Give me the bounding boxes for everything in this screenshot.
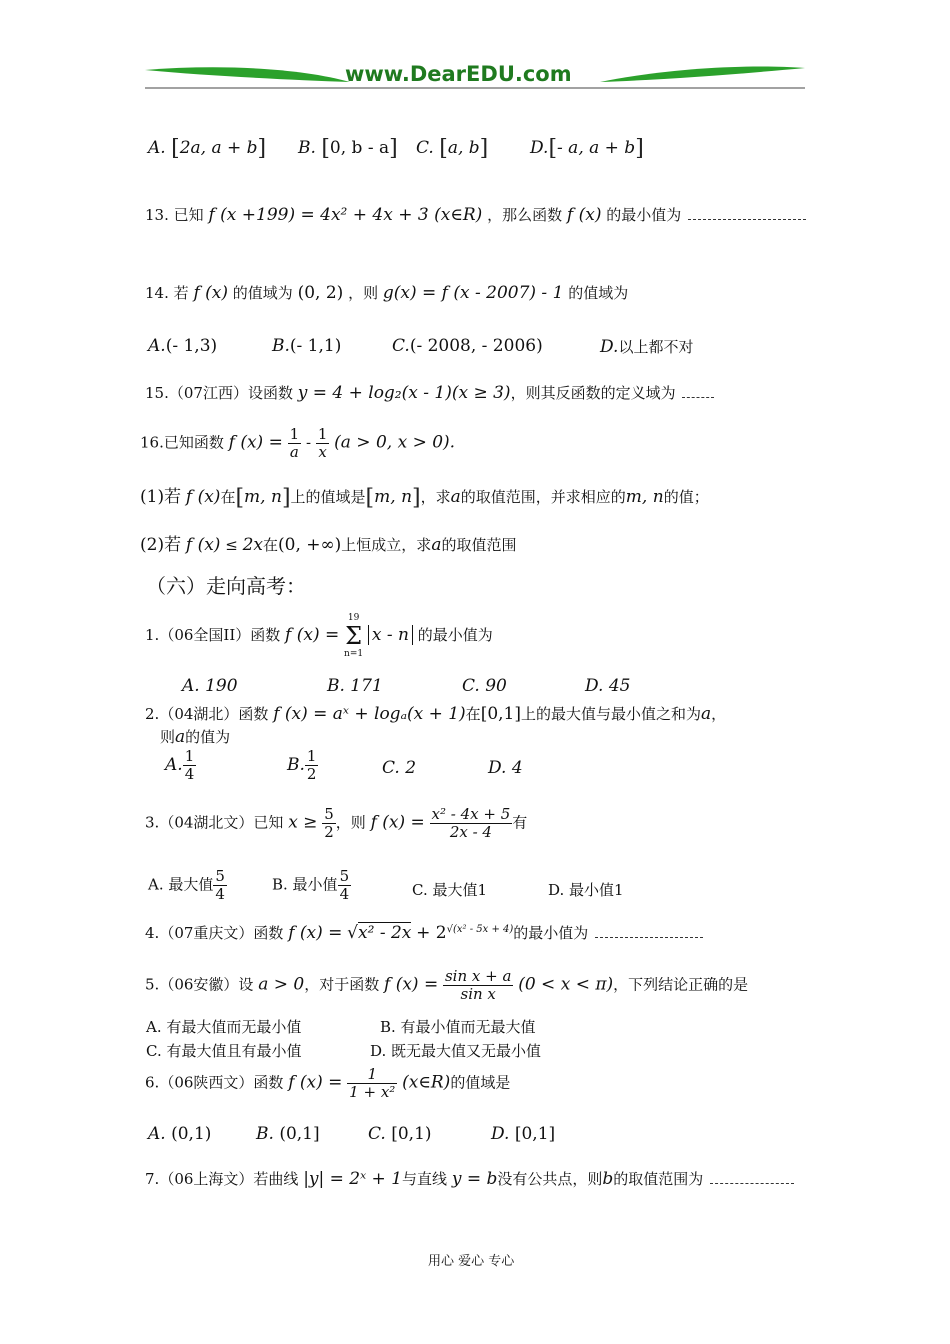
- question-number: 15.: [145, 384, 169, 402]
- answer-blank: [595, 936, 703, 938]
- option: D. 最小值1: [548, 881, 624, 899]
- summation: 19 Σ n=1: [344, 613, 364, 659]
- question-16-part-2: [140, 530, 516, 555]
- option-label: A.: [148, 138, 166, 158]
- option-label: C.: [392, 336, 410, 356]
- question-number: 5.: [145, 975, 160, 994]
- math-expression: a: [450, 487, 461, 507]
- question-14: [145, 282, 628, 303]
- math-expression: a: [175, 727, 186, 747]
- math-expression: f (x) =: [228, 432, 283, 453]
- math-expression: f (x +199) = 4x² + 4x + 3 (x∈R): [208, 205, 483, 225]
- math-expression: (a > 0, x > 0).: [334, 432, 456, 453]
- math-expression: f (x) =: [384, 974, 439, 995]
- question-text: (1)若: [140, 487, 182, 507]
- option-value: [0,1): [391, 1124, 432, 1144]
- question-15: [145, 382, 714, 403]
- option-label: C.: [368, 1124, 386, 1144]
- option-label: B.: [272, 336, 290, 356]
- question-text: 上恒成立，求: [341, 536, 432, 554]
- question-text: ，则: [348, 284, 379, 302]
- option-label: C.: [416, 138, 434, 158]
- q12-option-b: B. [0, b - a]: [298, 136, 398, 161]
- gaokao-question-7: [145, 1168, 794, 1189]
- option-label: A.: [165, 755, 183, 775]
- option: C. 2: [382, 758, 417, 778]
- question-number: 1.: [145, 626, 160, 644]
- q12-option-c: C. [a, b]: [416, 136, 489, 161]
- question-text: （06安徽）设: [159, 975, 254, 994]
- option: D. 既无最大值又无最小值: [370, 1042, 542, 1060]
- fraction: $\frac{1}{x}$: [317, 425, 328, 461]
- option-value: (- 2008, - 2006): [409, 336, 543, 356]
- section-heading: （六）走向高考：: [146, 574, 306, 598]
- question-number: 14.: [145, 284, 169, 302]
- math-expression: m, n: [625, 487, 664, 507]
- math-expression: (0, +∞): [278, 535, 342, 555]
- fraction: $\frac{1}{a}$: [289, 425, 300, 461]
- math-expression: x² - 2x: [358, 923, 412, 943]
- question-text: 的值域为: [568, 284, 629, 302]
- option-label: A. 最大值: [148, 875, 214, 894]
- question-number: 16.已知函数: [140, 433, 224, 452]
- site-logo-text: www.DearEDU.com: [345, 62, 572, 86]
- question-text: 的最小值为: [417, 626, 493, 644]
- question-text: ，: [711, 705, 727, 723]
- question-number: 3.: [145, 813, 160, 832]
- option-label: B. 最小值: [272, 875, 338, 894]
- math-expression: (0 < x < π): [518, 974, 614, 995]
- question-text: 的最小值为: [513, 924, 589, 942]
- option-value: - a, a + b: [557, 138, 636, 158]
- question-text: 的值；: [663, 488, 709, 506]
- math-expression: [0,1]: [480, 704, 521, 724]
- g6-options: [148, 1124, 648, 1150]
- math-expression: m, n: [244, 487, 282, 507]
- question-text: （04湖北）函数: [159, 705, 269, 723]
- answer-blank: [710, 1182, 794, 1184]
- question-text: ，则: [335, 813, 366, 832]
- question-number: 6.: [145, 1073, 160, 1092]
- q12-option-d: D.[- a, a + b]: [530, 136, 644, 161]
- question-text: ，求: [420, 488, 451, 506]
- math-expression: y = b: [451, 1169, 498, 1189]
- question-text: 的值域为: [232, 284, 293, 302]
- question-text: （06上海文）若曲线: [159, 1170, 299, 1188]
- question-text: 的取值范围，并求相应的: [460, 488, 626, 506]
- option: A. 190: [182, 676, 238, 696]
- math-expression: x - n: [368, 625, 413, 645]
- question-text: 的值域是: [450, 1073, 511, 1092]
- option: B. 171: [327, 676, 383, 696]
- option: C. 有最大值且有最小值: [146, 1042, 302, 1060]
- math-expression: |y| = 2ˣ + 1: [303, 1169, 403, 1189]
- option-label: D.: [530, 138, 549, 158]
- math-expression: 2x: [242, 535, 263, 555]
- question-13: [145, 204, 806, 225]
- question-text: (2)若: [140, 535, 182, 555]
- g5-options: [146, 1016, 646, 1062]
- g3-options: A. 最大值 $\frac{5}{4}$ B. 最小值 $\frac{5}{4}$ C. 最大值1 D. 最小值1: [148, 867, 624, 903]
- option-label: B.: [287, 755, 305, 775]
- gaokao-question-6: 6.（06陕西文）函数 f (x) = $\frac{1}{\text{1 + x²}}$ (x∈R)的值域是: [145, 1065, 511, 1101]
- question-text: ，对于函数: [304, 975, 380, 994]
- math-expression: f (x) =: [285, 625, 340, 645]
- math-expression: f (x): [566, 205, 602, 225]
- question-text: 在: [262, 536, 278, 554]
- option: D. 4: [488, 758, 523, 778]
- question-text: 的值为: [185, 728, 231, 746]
- question-text: 在: [465, 705, 481, 723]
- math-expression: y = 4 + log₂(x - 1)(x ≥ 3): [297, 383, 511, 403]
- question-text: 没有公共点，则: [497, 1170, 603, 1188]
- gaokao-question-3: 3.（04湖北文）已知 x ≥ $\frac{5}{2}$ ，则 f (x) = $\frac{\text{x² - 4x + 5}}{2x - 4}$ 有: [145, 805, 528, 841]
- option-value: 以上都不对: [618, 338, 694, 356]
- question-text: 的取值范围为: [613, 1170, 704, 1188]
- math-expression: f (x): [185, 487, 221, 507]
- g2-options: A. $\frac{1}{4}$ B. $\frac{1}{2}$ C. 2 D. 4: [165, 747, 523, 783]
- page-footer: 用心 爱心 专心: [428, 1254, 515, 1269]
- question-number: 13.: [145, 206, 169, 224]
- option-value: 0, b - a: [329, 138, 390, 158]
- option-label: B.: [298, 138, 316, 158]
- math-expression: √(x² - 5x + 4): [446, 924, 514, 935]
- gaokao-question-2-line2: [160, 726, 230, 747]
- page-header: [140, 60, 810, 92]
- question-text: 与直线: [402, 1170, 448, 1188]
- option-label: B.: [256, 1124, 274, 1144]
- question-text: 则: [160, 728, 176, 746]
- option: B. 有最小值而无最大值: [380, 1018, 536, 1036]
- question-text: （06全国II）函数: [159, 626, 281, 644]
- option-label: A.: [148, 336, 166, 356]
- math-expression: (x∈R): [402, 1072, 451, 1093]
- math-expression: + 2: [416, 923, 447, 943]
- math-expression: x ≥: [288, 812, 318, 833]
- question-text: 在: [220, 488, 236, 506]
- g1-options: [182, 676, 682, 698]
- question-text: 的取值范围: [441, 536, 517, 554]
- question-text: （06陕西文）函数: [159, 1073, 284, 1092]
- question-number: 4.: [145, 924, 160, 942]
- option: C. 90: [462, 676, 507, 696]
- question-16: 16.已知函数 f (x) = $\frac{1}{a}$ - $\frac{1}{x}$ (a > 0, x > 0).: [140, 425, 456, 461]
- math-expression: a > 0: [258, 974, 305, 995]
- math-expression: a: [701, 704, 712, 724]
- math-expression: f (x) =: [288, 1072, 343, 1093]
- q12-options: A. [2a, a + b]: [148, 136, 267, 161]
- option-value: (0,1]: [279, 1124, 320, 1144]
- option-value: 2a, a + b: [179, 138, 258, 158]
- gaokao-question-1: [145, 612, 493, 662]
- option-label: A.: [148, 1124, 166, 1144]
- option: C. 最大值1: [412, 881, 488, 899]
- question-text: 已知: [173, 206, 204, 224]
- math-expression: a: [431, 535, 442, 555]
- math-expression: f (x) =: [370, 812, 425, 833]
- question-text: （07重庆文）函数: [159, 924, 284, 942]
- question-text: 若: [173, 284, 189, 302]
- question-number: 7.: [145, 1170, 160, 1188]
- option-label: D.: [600, 337, 619, 357]
- answer-blank: [682, 396, 714, 398]
- gaokao-question-2: [145, 703, 726, 724]
- option-value: [0,1]: [514, 1124, 556, 1144]
- question-text: ，则其反函数的定义域为: [510, 384, 676, 402]
- question-text: ，那么函数: [487, 206, 563, 224]
- question-16-part-1: (1)若 f (x)在[m, n]上的值域是[m, n]，求a的取值范围，并求相应的m, n的值；: [140, 485, 709, 511]
- math-expression: f (x) =: [288, 923, 343, 943]
- question-text: ，下列结论正确的是: [613, 975, 749, 994]
- option-label: D.: [491, 1124, 510, 1144]
- question-text: 上的值域是: [290, 488, 366, 506]
- question-text: （04湖北文）已知: [159, 813, 284, 832]
- math-expression: g(x) = f (x - 2007) - 1: [382, 283, 564, 303]
- option: D. 45: [585, 676, 631, 696]
- option-value: a, b: [447, 138, 480, 158]
- q14-options: [148, 336, 828, 362]
- math-expression: f (x) = aˣ + logₐ(x + 1): [273, 704, 466, 724]
- math-expression: m, n: [374, 487, 413, 507]
- question-text: 有: [512, 813, 528, 832]
- option-value: (- 1,3): [165, 336, 218, 356]
- gaokao-question-5: 5.（06安徽）设 a > 0，对于函数 f (x) = $\frac{\text{sin x + a}}{\text{sin x}}$ (0 < x < π)，下列结论正确的是: [145, 967, 749, 1003]
- math-expression: f (x): [185, 535, 221, 555]
- math-expression: ≤: [225, 536, 238, 554]
- math-expression: b: [602, 1169, 614, 1189]
- question-text: 的最小值为: [606, 206, 682, 224]
- gaokao-question-4: 4.（07重庆文）函数 f $(x) = √x^2 - 2x + 2^{√(x^2 - 5x + 4)}$的最小值为: [145, 922, 703, 943]
- option: A. 有最大值而无最小值: [146, 1018, 302, 1036]
- option-value: (- 1,1): [289, 336, 342, 356]
- question-text: 上的最大值与最小值之和为: [521, 705, 702, 723]
- question-text: （07江西）设函数: [168, 384, 293, 402]
- question-number: 2.: [145, 705, 160, 723]
- math-expression: f (x): [193, 283, 228, 303]
- answer-blank: [688, 218, 806, 220]
- math-expression: (0, 2): [297, 283, 344, 303]
- option-value: (0,1): [171, 1124, 212, 1144]
